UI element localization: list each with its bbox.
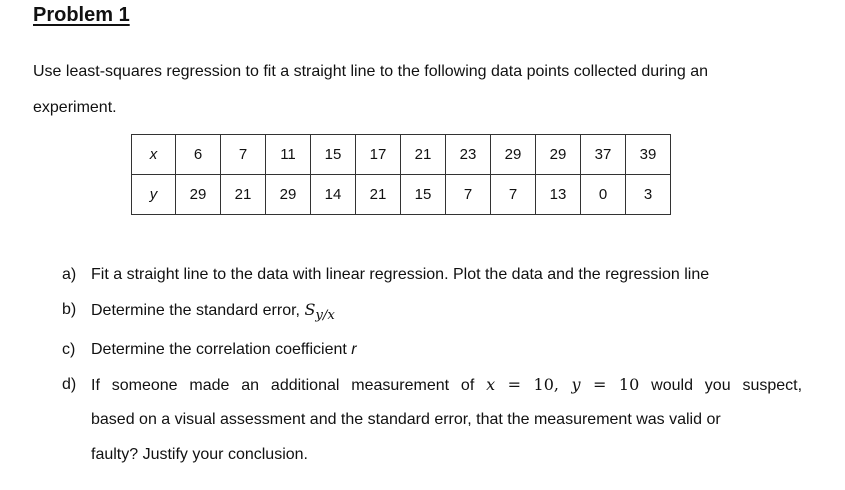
question-label: a) [62,266,77,283]
intro-line-2: experiment. [33,99,117,116]
correlation-symbol: r [351,341,357,359]
x-value-cell: 23 [446,135,491,175]
x-value-cell: 11 [266,135,311,175]
math-x-value: = 10, [495,374,572,394]
math-y-value: = 10 [580,374,640,394]
x-value-cell: 29 [536,135,581,175]
x-value-cell: 7 [221,135,266,175]
question-text: Determine the correlation coefficient r [91,341,357,359]
question-label: b) [62,300,77,318]
y-value-cell: 29 [266,175,311,215]
question-text-line-1: If someone made an additional measurement of x = 10, y = 10 would you suspect, [91,374,803,394]
x-value-cell: 21 [401,135,446,175]
question-label: c) [62,341,76,359]
y-row [132,175,671,215]
math-y: y [571,374,581,394]
math-x: x [486,374,496,394]
problem-title: Problem 1 [33,4,130,26]
y-value-cell: 29 [176,175,221,215]
x-row [132,135,671,175]
x-value-cell: 37 [581,135,626,175]
question-text-line-2: based on a visual assessment and the standard error, that the measurement was valid or [91,411,721,429]
question-d [62,368,802,473]
x-value-cell: 6 [176,135,221,175]
x-header-cell: x [132,135,176,175]
y-value-cell: 14 [311,175,356,215]
intro-line-1: Use least-squares regression to fit a straight line to the following data points collected during an [33,63,709,80]
question-text-line-3: faulty? Justify your conclusion. [91,445,308,463]
x-value-cell: 15 [311,135,356,175]
question-text: Fit a straight line to the data with linear regression. Plot the data and the regression line [91,266,710,283]
question-text: Determine the standard error, $S_{y/x}$ [91,299,335,323]
y-value-cell: 3 [626,175,671,215]
y-value-cell: 21 [356,175,401,215]
x-value-cell: 29 [491,135,536,175]
data-table [131,134,671,215]
question-list [62,258,802,472]
y-value-cell: 7 [491,175,536,215]
y-value-cell: 15 [401,175,446,215]
y-value-cell: 7 [446,175,491,215]
question-a [62,258,802,293]
y-value-cell: 0 [581,175,626,215]
standard-error-symbol: S [304,299,316,319]
x-value-cell: 39 [626,135,671,175]
problem-intro [33,54,813,126]
standard-error-subscript: y/x [315,307,335,323]
question-b [62,293,802,334]
question-c [62,333,802,368]
y-header-cell: y [132,175,176,215]
question-label: d) [62,375,77,393]
x-value-cell: 17 [356,135,401,175]
y-value-cell: 13 [536,175,581,215]
y-value-cell: 21 [221,175,266,215]
